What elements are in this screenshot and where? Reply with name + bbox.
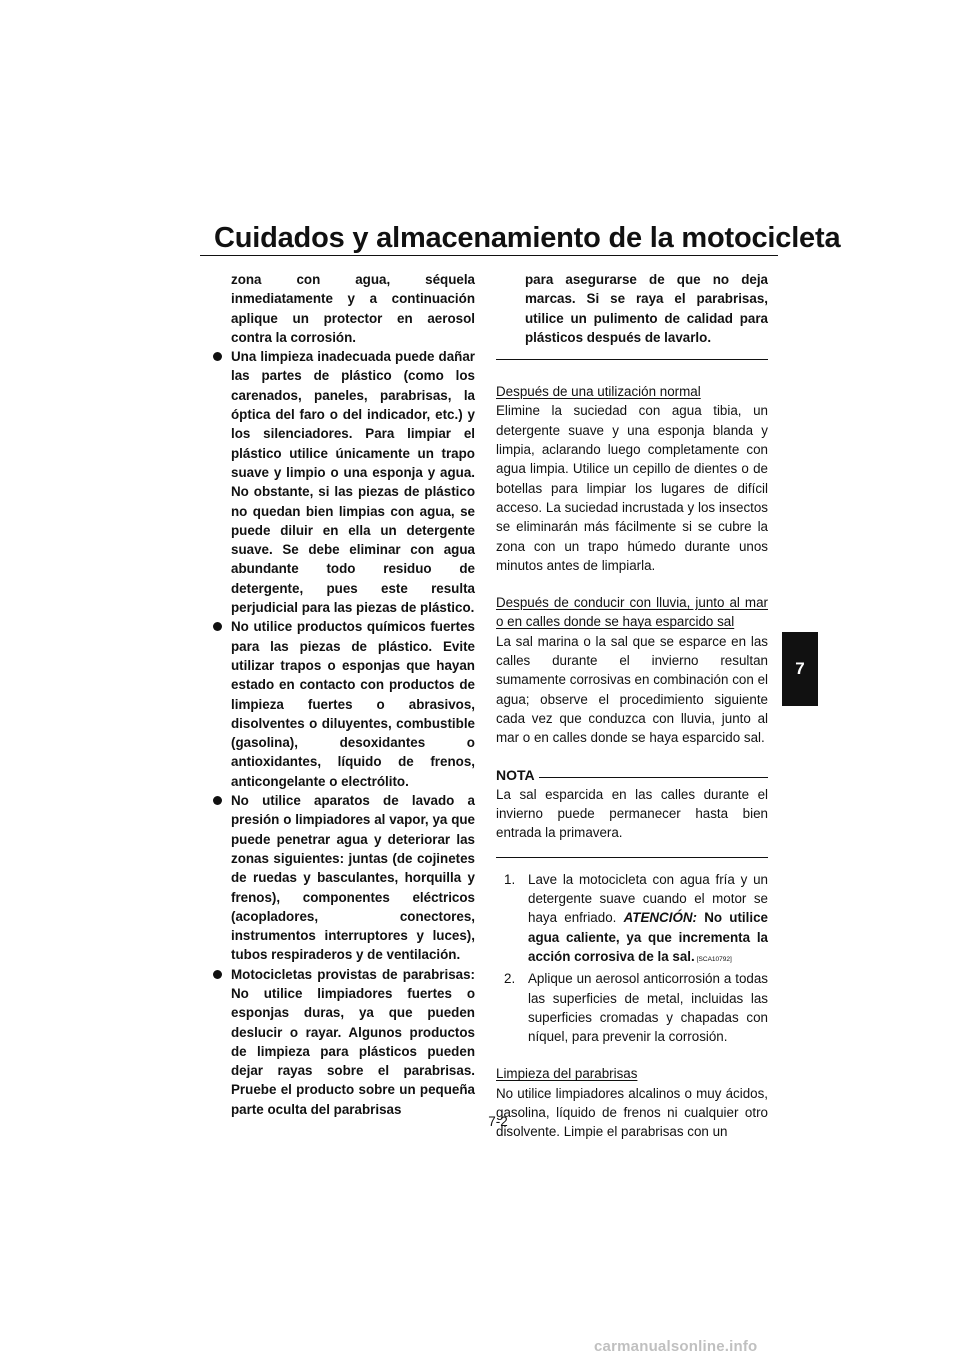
step-number: 2.	[504, 971, 516, 987]
step-number: 1.	[504, 871, 516, 887]
reference-code: [SCA10792]	[696, 955, 732, 963]
section-heading-rain-salt: Después de conducir con lluvia, junto al mar o en calles donde se haya esparcido sal	[496, 595, 768, 630]
list-item	[213, 347, 475, 617]
left-column	[213, 270, 475, 1119]
right-column	[496, 270, 768, 1142]
section-heading-windshield: Limpieza del parabrisas	[496, 1066, 638, 1082]
note-label: NOTA	[496, 766, 535, 783]
warning-end: para asegurarse de que no deja marcas. Si se raya el parabrisas, utilice un pulimento de calidad para plásticos después de lavarlo.	[525, 272, 768, 345]
chapter-tab: 7	[782, 632, 818, 706]
list-item	[496, 969, 768, 1046]
section-heading-normal-use: Después de una utilización normal	[496, 384, 701, 400]
bullet-text: Una limpieza inadecuada puede dañar las partes de plástico (como los carenados, paneles, parabrisas, la óptica del faro o del indicador, etc.) y los silenciadores. Para limpiar el plástico utilice únicamente un trapo suave y limpio o una esponja y agua. No obstante, si las piezas de plástico no quedan bien limpias con agua, se puede diluir en ella un detergente suave. Se debe eliminar con agua abundante todo residuo de detergente, pues este resulta perjudicial para las piezas de plástico.	[231, 349, 475, 616]
list-item	[213, 617, 475, 791]
note-rule	[496, 857, 768, 858]
note-line	[539, 777, 768, 778]
page-number: 7-2	[488, 1114, 508, 1129]
step-text: Aplique un aerosol anticorrosión a todas las superficies de metal, incluidas las superficies cromadas y chapadas con níquel, para prevenir la corrosión.	[528, 971, 768, 1045]
bullet-text: Motocicletas provistas de parabrisas: No utilice limpiadores fuertes o esponjas duras, ya que pueden deslucir o rayar. Algunos productos de limpieza para plásticos pueden dejar rayas sobre el parabrisas. Pruebe el producto sobre un pequeña parte oculta del parabrisas	[231, 966, 475, 1117]
bullet-text: No utilice productos químicos fuertes para las piezas de plástico. Evite utilizar trapos o esponjas que hayan estado en contacto con productos de limpieza fuertes o abrasivos, disolventes o diluyentes, combustible (gasolina), desoxidantes o antioxidantes, líquido de frenos, anticongelante o electrólito.	[231, 619, 475, 789]
note-header	[496, 766, 768, 785]
section-text-rain-salt: La sal marina o la sal que se esparce en las calles durante el invierno resultan sumamente corrosivas en combinación con el agua; observe el procedimiento siguiente cada vez que conduzca con lluvia, junto al mar o en calles donde se haya esparcido sal.	[496, 633, 768, 746]
attention-label: ATENCIÓN:	[623, 910, 697, 926]
warning-continuation: zona con agua, séquela inmediatamente y a continuación aplique un protector en aerosol contra la corrosión.	[231, 272, 475, 345]
section-text-normal-use: Elimine la suciedad con agua tibia, un detergente suave y una esponja blanda y limpia, aclarando luego completamente con agua limpia. Utilice un cepillo de dientes o de botellas para limpiar los lugares de difícil acceso. La suciedad incrustada y los insectos se eliminarán más fácilmente si se cubre la zona con un trapo húmedo durante unos minutos antes de limpiarla.	[496, 403, 768, 573]
bullet-icon	[213, 796, 222, 805]
section-text-windshield: No utilice limpiadores alcalinos o muy ácidos, gasolina, líquido de frenos ni cualquier otro disolvente. Limpie el parabrisas con un	[496, 1085, 768, 1140]
note-text: La sal esparcida en las calles durante el invierno puede permanecer hasta bien entrada la primavera.	[496, 786, 768, 841]
bullet-icon	[213, 622, 222, 631]
step-text: Lave la motocicleta con agua fría y un detergente suave cuando el motor se haya enfriado.	[528, 871, 768, 926]
bullet-icon	[213, 970, 222, 979]
bullet-icon	[213, 352, 222, 361]
page-title: Cuidados y almacenamiento de la motocicleta	[214, 222, 841, 254]
warning-rule	[496, 359, 768, 360]
watermark: carmanualsonline.info	[594, 1338, 758, 1355]
list-item	[496, 870, 768, 969]
bullet-text: No utilice aparatos de lavado a presión o limpiadores al vapor, ya que puede penetrar agua y deteriorar las zonas siguientes: juntas (de cojinetes de ruedas y basculantes, horquilla y frenos), componentes eléctricos (acopladores, conectores, instrumentos interruptores y luces), tubos respiraderos y de ventilación.	[231, 793, 475, 963]
list-item	[213, 965, 475, 1119]
attention-text: No utilice agua caliente, ya que incrementa la acción corrosiva de la sal.	[528, 910, 768, 964]
list-item	[213, 791, 475, 965]
title-rule	[200, 255, 778, 256]
